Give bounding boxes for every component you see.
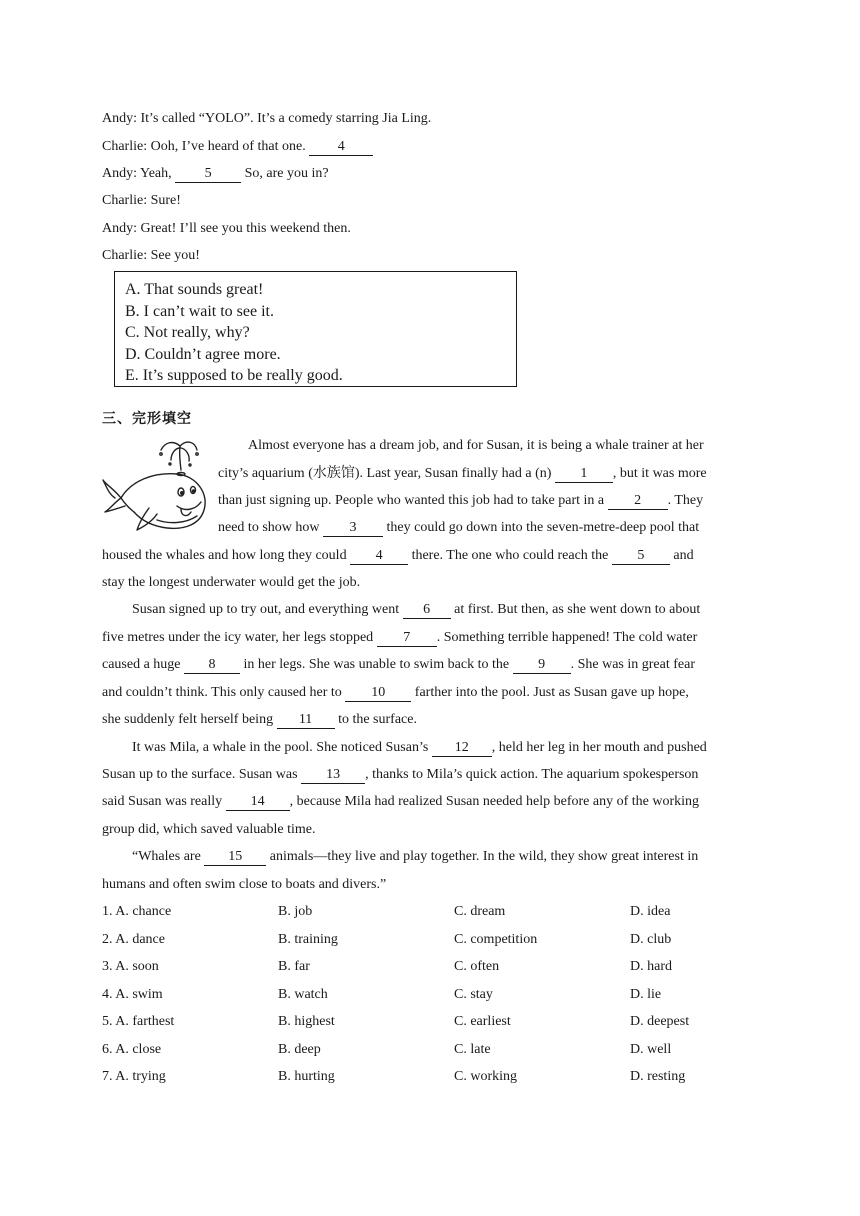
choice-option[interactable]: C. stay <box>454 987 493 1002</box>
choice-option[interactable]: 6. A. close <box>102 1042 162 1057</box>
passage-line <box>132 847 698 867</box>
passage-text: caused a huge <box>102 657 185 672</box>
choice-option[interactable]: B. far <box>278 959 310 974</box>
choice-option[interactable]: 7. A. trying <box>102 1069 166 1084</box>
passage-text: , because Mila had realized Susan needed help before any of the working <box>289 794 699 809</box>
dialogue-line <box>102 246 200 266</box>
passage-text: farther into the pool. Just as Susan gave up hope, <box>411 685 689 700</box>
answer-blank[interactable]: 9 <box>513 657 571 674</box>
passage-text: Almost everyone has a dream job, and for Susan, it is being a whale trainer at her <box>248 438 704 453</box>
choice-option[interactable]: D. club <box>630 932 672 947</box>
answer-blank[interactable]: 10 <box>345 685 411 702</box>
passage-line <box>102 655 695 675</box>
choice-row <box>102 1012 762 1032</box>
option-item: E. It’s supposed to be really good. <box>125 367 343 385</box>
passage-text: , held her leg in her mouth and pushed <box>491 740 707 755</box>
passage-line <box>218 491 703 511</box>
passage-line <box>132 738 707 758</box>
choice-option[interactable]: D. deepest <box>630 1014 690 1029</box>
dialogue-text: Andy: It’s called “YOLO”. It’s a comedy starring Jia Ling. <box>102 111 432 126</box>
option-item: A. That sounds great! <box>125 281 264 298</box>
choice-option[interactable]: 5. A. farthest <box>102 1014 175 1029</box>
passage-text: It was Mila, a whale in the pool. She noticed Susan’s <box>132 740 432 755</box>
choice-option[interactable]: B. deep <box>278 1042 321 1057</box>
answer-blank[interactable]: 8 <box>184 657 240 674</box>
option-item: C. Not really, why? <box>125 324 250 342</box>
dialogue-line <box>102 137 373 157</box>
passage-text: and couldn’t think. This only caused her to <box>102 685 346 700</box>
dialogue-line <box>102 191 181 211</box>
passage-text: stay the longest underwater would get the job. <box>102 575 361 590</box>
answer-blank[interactable]: 13 <box>301 767 365 784</box>
choice-option[interactable]: 1. A. chance <box>102 904 172 919</box>
passage-line <box>102 820 315 840</box>
passage-line <box>248 436 704 456</box>
choice-row <box>102 1040 762 1060</box>
passage-line <box>132 600 700 620</box>
choice-option[interactable]: D. resting <box>630 1069 686 1084</box>
passage-line <box>102 683 689 703</box>
answer-blank[interactable]: 3 <box>323 520 383 537</box>
choice-option[interactable]: C. dream <box>454 904 506 919</box>
choice-option[interactable]: B. job <box>278 904 313 919</box>
passage-text: . Something terrible happened! The cold water <box>436 630 698 645</box>
choice-option[interactable]: B. hurting <box>278 1069 335 1084</box>
answer-blank[interactable]: 5 <box>612 548 670 565</box>
answer-blank[interactable]: 11 <box>277 712 335 729</box>
passage-text: and <box>669 548 694 563</box>
choice-option[interactable]: C. competition <box>454 932 538 947</box>
answer-blank[interactable]: 1 <box>555 466 613 483</box>
answer-blank[interactable]: 6 <box>403 602 451 619</box>
passage-line <box>102 875 386 895</box>
choice-option[interactable]: D. well <box>630 1042 672 1057</box>
choice-option[interactable]: C. late <box>454 1042 491 1057</box>
choice-option[interactable]: D. idea <box>630 904 671 919</box>
choice-option[interactable]: B. highest <box>278 1014 335 1029</box>
passage-line <box>102 628 697 648</box>
passage-text: need to show how <box>218 520 323 535</box>
passage-line <box>102 792 699 812</box>
passage-text: Susan up to the surface. Susan was <box>102 767 302 782</box>
answer-blank[interactable]: 12 <box>432 740 492 757</box>
dialogue-line <box>102 109 431 129</box>
choice-option[interactable]: C. often <box>454 959 500 974</box>
passage-text: at first. But then, as she went down to about <box>450 602 701 617</box>
dialogue-line <box>102 164 329 184</box>
choice-row <box>102 985 762 1005</box>
passage-text: . They <box>667 493 704 508</box>
choice-option[interactable]: B. watch <box>278 987 328 1002</box>
choice-option[interactable]: D. hard <box>630 959 672 974</box>
passage-text: said Susan was really <box>102 794 226 809</box>
options-box <box>114 271 517 387</box>
passage-text: Susan signed up to try out, and everything went <box>132 602 403 617</box>
passage-text: animals—they live and play together. In the wild, they show great interest in <box>266 849 699 864</box>
choice-option[interactable]: C. working <box>454 1069 517 1084</box>
passage-text: , but it was more <box>612 466 707 481</box>
passage-text: there. The one who could reach the <box>408 548 612 563</box>
choice-row <box>102 902 762 922</box>
dialogue-text: Charlie: Sure! <box>102 193 181 208</box>
passage-line <box>102 546 694 566</box>
passage-line <box>102 765 698 785</box>
choice-option[interactable]: 2. A. dance <box>102 932 165 947</box>
passage-text: humans and often swim close to boats and divers.” <box>102 877 387 892</box>
option-item: D. Couldn’t agree more. <box>125 345 281 363</box>
passage-text: in her legs. She was unable to swim back to the <box>240 657 513 672</box>
section-title: 三、完形填空 <box>102 411 192 427</box>
answer-blank[interactable]: 14 <box>226 794 290 811</box>
dialogue-text: Charlie: See you! <box>102 248 200 263</box>
answer-blank[interactable]: 5 <box>175 166 241 183</box>
passage-text: housed the whales and how long they could <box>102 548 351 563</box>
choice-option[interactable]: D. lie <box>630 987 662 1002</box>
answer-blank[interactable]: 2 <box>608 493 668 510</box>
dialogue-text: Charlie: Ooh, I’ve heard of that one. <box>102 139 310 154</box>
passage-text: . She was in great fear <box>570 657 695 672</box>
passage-text: she suddenly felt herself being <box>102 712 277 727</box>
dialogue-text: So, are you in? <box>241 166 329 181</box>
whale-illustration <box>101 436 213 536</box>
choice-option[interactable]: 3. A. soon <box>102 959 159 974</box>
answer-blank[interactable]: 4 <box>350 548 408 565</box>
passage-line <box>218 518 699 538</box>
answer-blank[interactable]: 15 <box>204 849 266 866</box>
passage-text: “Whales are <box>132 849 205 864</box>
passage-text: , thanks to Mila’s quick action. The aquarium spokesperson <box>365 767 699 782</box>
answer-blank[interactable]: 4 <box>309 139 373 156</box>
passage-line <box>102 710 417 730</box>
choice-row <box>102 957 762 977</box>
passage-text: to the surface. <box>334 712 417 727</box>
choice-option[interactable]: B. training <box>278 932 338 947</box>
dialogue-line <box>102 219 351 239</box>
choice-row <box>102 930 762 950</box>
passage-text: city’s aquarium (水族馆). Last year, Susan finally had a (n) <box>218 466 555 481</box>
passage-text: they could go down into the seven-metre-deep pool that <box>383 520 700 535</box>
passage-text: group did, which saved valuable time. <box>102 822 316 837</box>
passage-text: than just signing up. People who wanted this job had to take part in a <box>218 493 608 508</box>
choice-option[interactable]: C. earliest <box>454 1014 511 1029</box>
choice-row <box>102 1067 762 1087</box>
choice-option[interactable]: 4. A. swim <box>102 987 163 1002</box>
dialogue-text: Andy: Great! I’ll see you this weekend then. <box>102 221 351 236</box>
passage-line <box>102 573 360 593</box>
passage-text: five metres under the icy water, her legs stopped <box>102 630 377 645</box>
option-item: B. I can’t wait to see it. <box>125 302 274 320</box>
answer-blank[interactable]: 7 <box>377 630 437 647</box>
passage-line <box>218 464 707 484</box>
dialogue-text: Andy: Yeah, <box>102 166 176 181</box>
